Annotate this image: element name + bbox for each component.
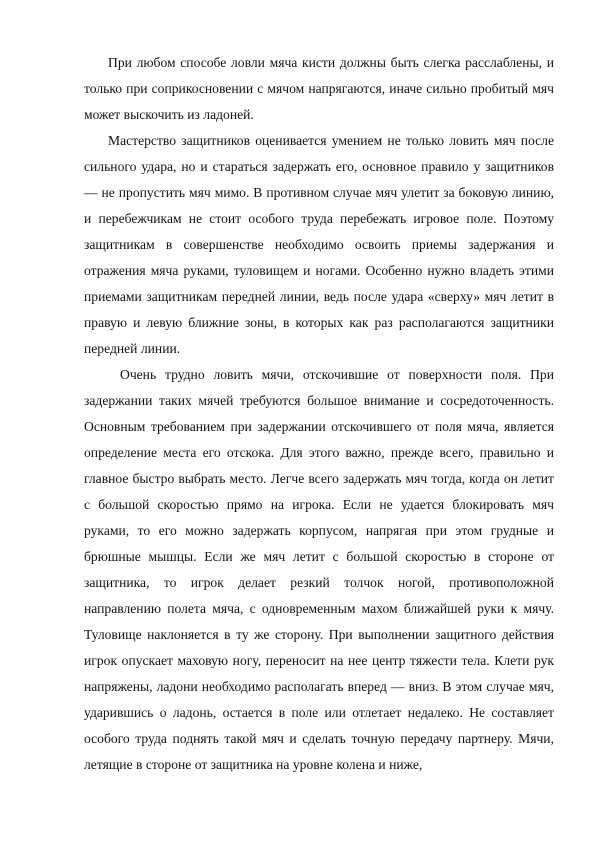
paragraph-3: Очень трудно ловить мячи, отскочившие от поверхности поля. При задержании таких мячей требуются большое внимание и сосредоточенность. Основным требованием при задержании отскочившего от поля мяча, является определение места его отскока. Для этого важно, прежде всего, правильно и главное быстро выбрать место. Легче всего задержать мяч тогда, когда он летит с большой скоростью прямо на игрока. Если не удается блокировать мяч руками, то его можно задержать корпусом, напрягая при этом грудные и брюшные мышцы. Если же мяч летит с большой скоростью в стороне от защитника, то игрок делает резкий толчок ногой, противоположной направлению полета мяча, с одновременным махом ближайшей руки к мячу. Туловище наклоняется в ту же сторону. При выполнении защитного действия игрок опускает маховую ногу, переносит на нее центр тяжести тела. Клети рук напряжены, ладони необходимо располагать вперед — вниз. В этом случае мяч, ударившись о ладонь, остается в поле или отлетает недалеко. Не составляет особого труда поднять такой мяч и сделать точную передачу партнеру. Мячи, летящие в стороне от защитника на уровне колена и ниже, xyxy=(84,367,554,772)
paragraph-2: Мастерство защитников оценивается умением не только ловить мяч после сильного удара, но и стараться задержать его, основное правило у защитников — не пропустить мяч мимо. В противном случае мяч улетит за боковую линию, и перебежчикам не стоит особого труда перебежать игровое поле. Поэтому защитникам в совершенстве необходимо освоить приемы задержания и отражения мяча руками, туловищем и ногами. Особенно нужно владеть этими приемами защитникам передней линии, ведь после удара «сверху» мяч летит в правую и левую ближние зоны, в которых как раз располагаются защитники передней линии. xyxy=(84,133,554,356)
document-body xyxy=(84,50,554,778)
paragraph-1: При любом способе ловли мяча кисти должны быть слегка расслаблены, и только при соприкосновении с мячом напрягаются, иначе сильно пробитый мяч может выскочить из ладоней. xyxy=(84,55,554,122)
